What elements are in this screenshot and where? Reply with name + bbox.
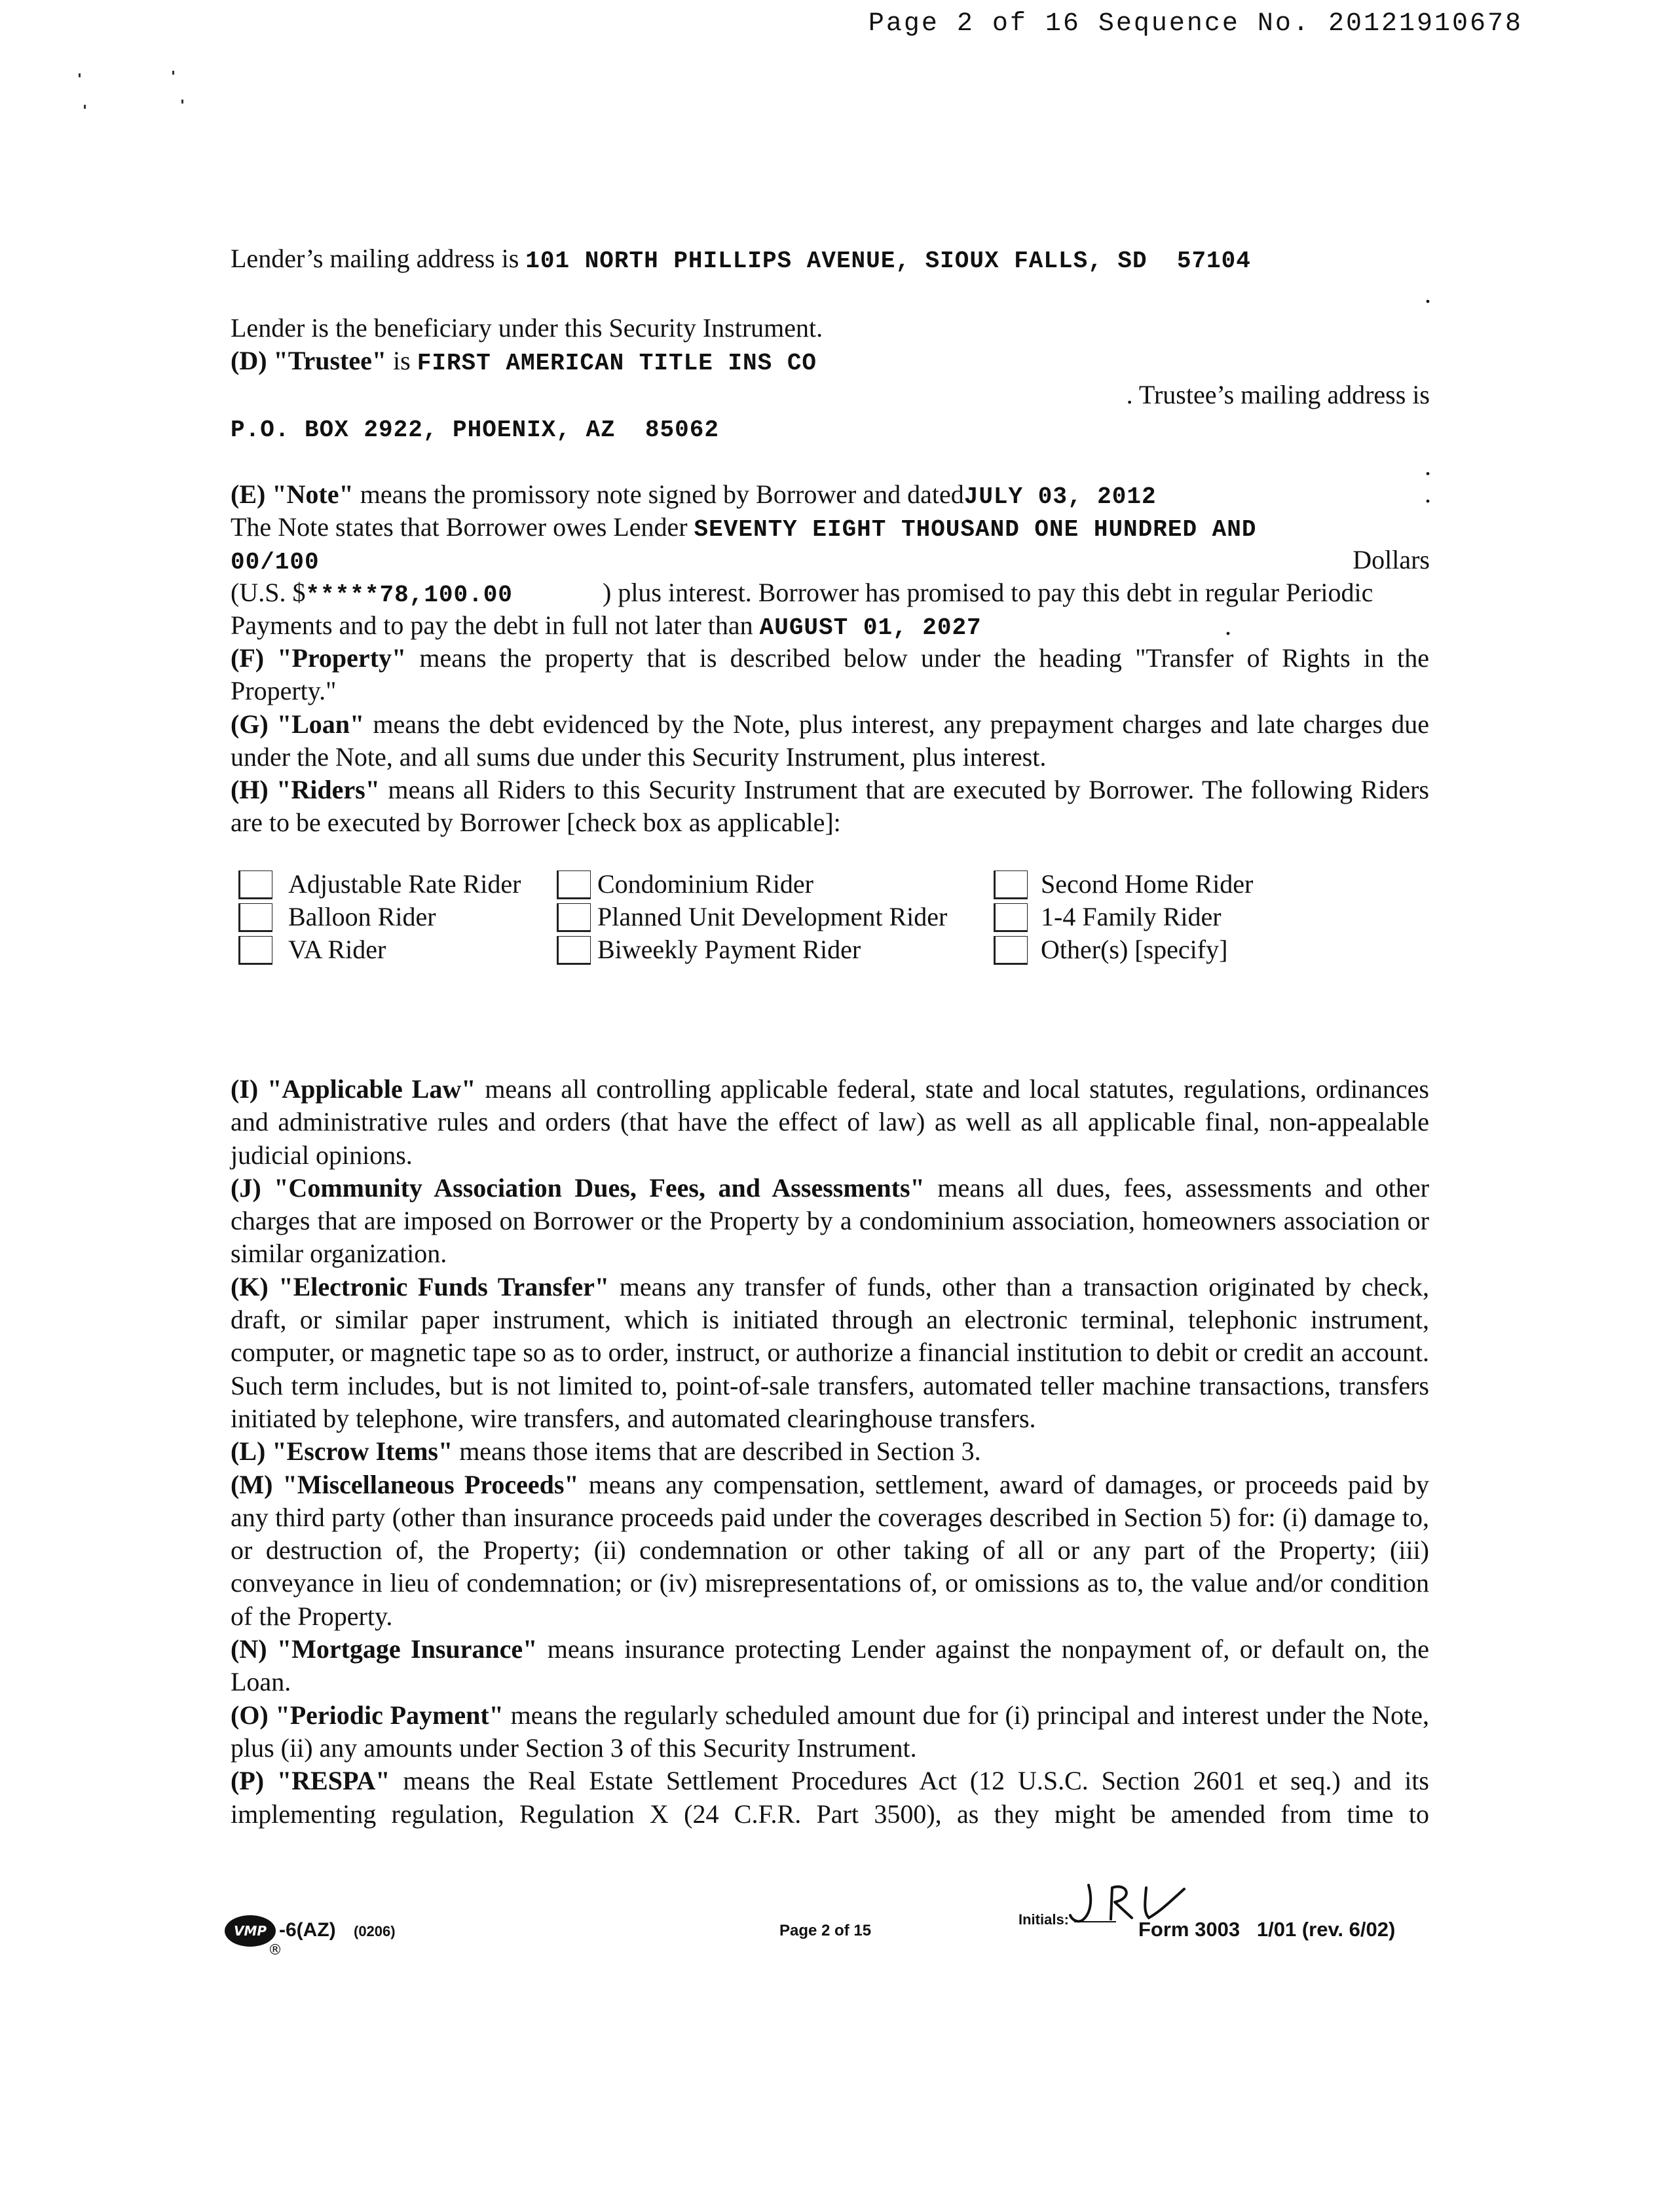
scan-speck [84,105,86,109]
rider-label: Second Home Rider [1041,869,1254,899]
note-fraction-line [231,544,320,579]
definition-term: (F) "Property" [231,643,407,673]
scan-speck [79,73,81,77]
dot-mark: . [1425,451,1431,481]
rider-checkbox[interactable] [557,870,591,899]
rider-label: Balloon Rider [288,902,436,931]
definition-term: (O) "Periodic Payment" [231,1700,504,1730]
note-plus-interest: ) plus interest. Borrower has promised to pay this debt in regular Periodic [603,578,1373,607]
definition-term: (H) "Riders" [231,775,380,805]
rider-checkbox[interactable] [238,903,272,932]
definition-mortgage-insurance [231,1633,1429,1699]
definitions-list [231,1073,1429,1831]
definition-loan [231,708,1429,774]
note-dollars: Dollars [1353,545,1430,574]
definition-applicable-law [231,1073,1429,1172]
definition-term: (J) "Community Association Dues, Fees, and Assessments" [231,1172,925,1203]
rider-label: 1-4 Family Rider [1041,902,1222,931]
note-states-line [231,511,1256,546]
scan-speck [181,100,183,103]
rider-label: VA Rider [288,935,386,964]
definition-term: (L) "Escrow Items" [231,1436,453,1467]
rider-label: Other(s) [specify] [1041,935,1228,964]
definition-text: means any compensation, settlement, award of damages, or proceeds paid by any third party (other than insurance proceeds paid under the coverages described in Section 5) for: (i) damage to, or destruction of, the Property; (ii) condemnation or other taking of all or any part of the Property; (iii) conveyance in lieu of condemnation; or (iv) misrepresentations of, or omissions as to, the value and/or condition of the Property. [231,1469,1430,1631]
note-payments-line [231,609,982,645]
rider-checkbox[interactable] [994,870,1028,899]
lender-address-label: Lender’s mailing address is [231,244,519,273]
definition-respa [231,1765,1429,1831]
note-line [231,478,1157,514]
definition-term: (I) "Applicable Law" [231,1074,476,1104]
vmp-logo-text: VMP [233,1923,267,1939]
definition-term: (P) "RESPA" [231,1766,390,1796]
definition-text: means all controlling applicable federal, state and local statutes, regulations, ordinances and administrative rules and orders (that have the effect of law) as well as all applicable final, non-appealable judicial opinions. [231,1074,1429,1170]
note-us-prefix: (U.S. $ [231,578,306,607]
definition-text: means insurance protecting Lender against the nonpayment of, or default on, the Loan. [231,1634,1430,1697]
note-states-text: The Note states that Borrower owes Lender [231,512,688,542]
form-code: -6(AZ) [279,1919,336,1941]
rider-checkbox[interactable] [557,903,591,932]
note-amount-fraction: 00/100 [231,549,320,576]
rider-checkbox[interactable] [557,936,591,965]
definition-term: (K) "Electronic Funds Transfer" [231,1271,610,1301]
definition-term: (M) "Miscellaneous Proceeds" [231,1469,579,1499]
definition-periodic-payment [231,1699,1429,1765]
trustee-line [231,345,817,380]
rider-checkbox[interactable] [994,903,1028,932]
definition-text: means all dues, fees, assessments and other charges that are imposed on Borrower or the Property by a condominium association, homeowners association or similar organization. [231,1172,1429,1269]
definition-text: means the Real Estate Settlement Procedures Act (12 U.S.C. Section 2601 et seq.) and its implementing regulation, Regulation X (24 C.F.R. Part 3500), as they might be amended from time to [231,1766,1429,1829]
rider-label: Condominium Rider [597,869,813,899]
definition-term: (G) "Loan" [231,709,365,739]
rider-checkbox[interactable] [994,936,1028,965]
scan-speck [172,71,174,75]
note-text: means the promissory note signed by Borrower and dated [360,479,964,509]
trustee-is: is [393,346,411,375]
lender-address-line [231,242,1251,278]
trustee-mailing-label: . Trustee’s mailing address is [1126,380,1430,409]
rider-checkbox[interactable] [238,936,272,965]
rider-label: Planned Unit Development Rider [597,902,948,931]
definition-text: means those items that are described in Section 3. [453,1436,981,1467]
note-amount: *****78,100.00 [305,582,513,608]
definition-text: means the regularly scheduled amount due for (i) principal and interest under the Note, plus (ii) any amounts under Section 3 of this Security Instrument. [231,1700,1429,1763]
definition-term: (N) "Mortgage Insurance" [231,1634,538,1664]
form-number: Form 3003 1/01 (rev. 6/02) [1138,1918,1396,1941]
dot-mark: . [1225,611,1231,641]
rider-label: Biweekly Payment Rider [597,935,861,964]
trustee-address [231,411,719,447]
note-date: JULY 03, 2012 [963,483,1157,510]
definition-text: means any transfer of funds, other than a transaction originated by check, draft, or similar paper instrument, which is initiated through an electronic terminal, telephonic instrument, computer, or magnetic tape so as to order, instruct, or authorize a financial institution to debit or credit an account. Such term includes, but is not limited to, point-of-sale transfers, automated teller machine transactions, transfers initiated by telephone, wire transfers, and automated clearinghouse transfers. [231,1271,1429,1433]
definition-text: means the debt evidenced by the Note, plus interest, any prepayment charges and late charges due under the Note, and all sums due under this Security Instrument, plus interest. [231,709,1430,772]
dot-mark: . [1425,279,1431,309]
definition-riders [231,774,1429,840]
note-amount-words: SEVENTY EIGHT THOUSAND ONE HUNDRED AND [694,516,1257,543]
form-date: (0206) [354,1923,396,1939]
rider-label: Adjustable Rate Rider [288,869,521,899]
definition-text: means all Riders to this Security Instrument that are executed by Borrower. The following Riders are to be executed by Borrower [check box as applicable]: [231,775,1429,838]
note-heading: (E) "Note" [231,479,354,509]
note-us-line [231,576,513,612]
registered-mark: ® [268,1942,282,1958]
dot-mark: . [1425,479,1431,508]
beneficiary-line: Lender is the beneficiary under this Security Instrument. [231,313,823,343]
definition-escrow-items [231,1435,1429,1468]
trustee-heading: (D) "Trustee" [231,346,387,375]
note-maturity-date: AUGUST 01, 2027 [759,614,982,641]
page-number: Page 2 of 15 [779,1922,872,1939]
definition-property [231,642,1429,708]
definition-misc-proceeds [231,1469,1429,1633]
lender-address-value: 101 NORTH PHILLIPS AVENUE, SIOUX FALLS, SD 57104 [525,248,1251,274]
definition-text: means the property that is described below under the heading "Transfer of Rights in the Property." [231,643,1429,706]
note-payments-text: Payments and to pay the debt in full not later than [231,610,753,640]
trustee-name: FIRST AMERICAN TITLE INS CO [417,350,817,377]
definition-community-dues [231,1172,1429,1271]
sequence-header: Page 2 of 16 Sequence No. 20121910678 [868,9,1523,39]
initials-label: Initials: [1018,1911,1070,1928]
definition-eft [231,1271,1429,1435]
definitions-fgh [231,642,1429,840]
trustee-address-value: P.O. BOX 2922, PHOENIX, AZ 85062 [231,417,719,443]
rider-checkbox[interactable] [238,870,272,899]
